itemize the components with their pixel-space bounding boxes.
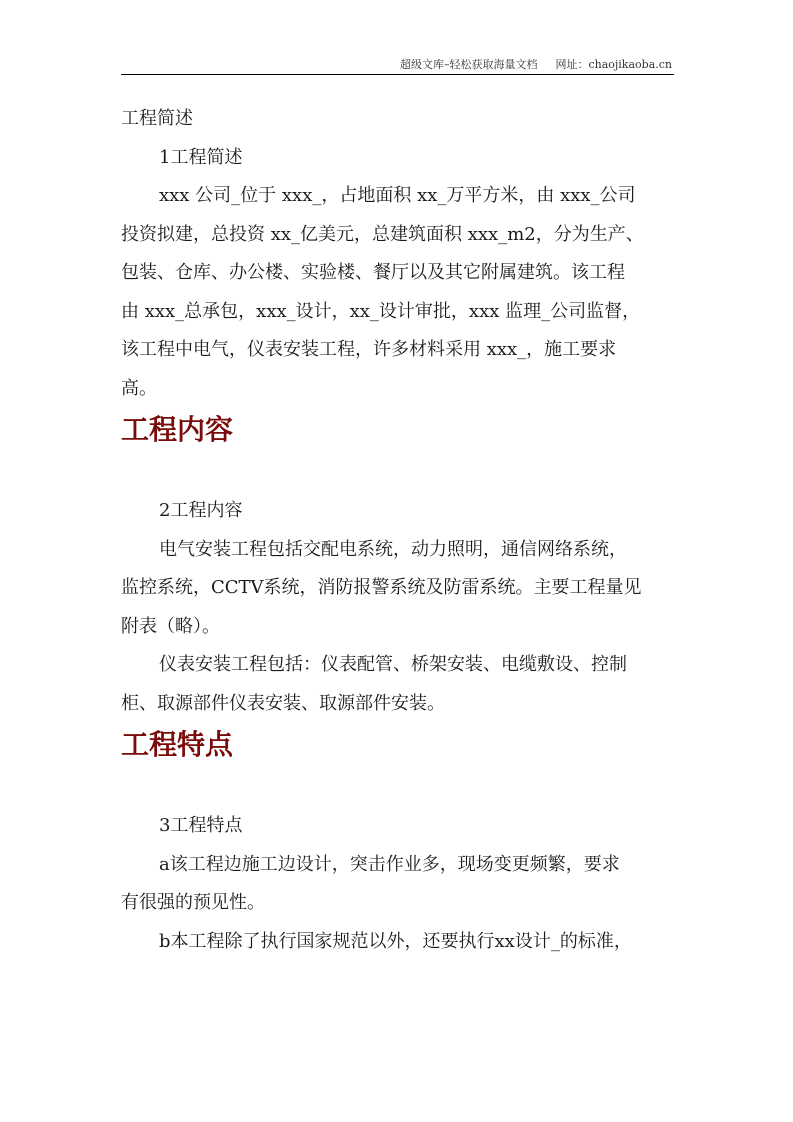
- section-2-paragraph-2: [121, 646, 674, 723]
- paragraph-line: 附表（略）。: [121, 615, 220, 637]
- paragraph-line: 有很强的预见性。: [121, 892, 265, 913]
- paragraph-line: 柜、取源部件仪表安装、取源部件安装。: [121, 692, 445, 714]
- section-3-paragraph-2: [121, 923, 674, 962]
- paragraph-line: a该工程边施工边设计，突击作业多，现场变更频繁，要求: [159, 853, 620, 875]
- paragraph-line: 投资拟建，总投资 xx_亿美元，总建筑面积 xxx_m2，分为生产、: [121, 223, 644, 245]
- section-2-paragraph-1: [121, 531, 674, 647]
- section-1-subheading: 1工程简述: [159, 146, 243, 168]
- header-site-name: 超级文库–轻松获取海量文档: [399, 58, 538, 71]
- page-header: [400, 56, 672, 72]
- document-body: [121, 100, 674, 961]
- paragraph-line: 由 xxx_总承包，xxx_设计，xx_设计审批，xxx 监理_公司监督，: [121, 300, 641, 322]
- paragraph-line: 该工程中电气，仪表安装工程，许多材料采用 xxx_，施工要求: [121, 339, 617, 360]
- paragraph-line: 监控系统，CCTV系统，消防报警系统及防雷系统。主要工程量见: [121, 577, 642, 598]
- section-spacer: [121, 452, 674, 492]
- paragraph-line: 高。: [121, 377, 157, 399]
- section-3-subheading: 3工程特点: [159, 815, 243, 836]
- section-1-paragraph-1: [121, 177, 674, 408]
- section-3-heading: 工程特点: [121, 728, 234, 761]
- section-2-heading: 工程内容: [121, 413, 234, 446]
- paragraph-line: 电气安装工程包括交配电系统，动力照明，通信网络系统，: [159, 538, 627, 560]
- section-2-subheading: 2工程内容: [159, 500, 243, 521]
- paragraph-line: 包装、仓库、办公楼、实验楼、餐厅以及其它附属建筑。该工程: [121, 262, 625, 283]
- paragraph-line: 仪表安装工程包括：仪表配管、桥架安装、电缆敷设、控制: [159, 654, 627, 675]
- section-3-paragraph-1: [121, 846, 674, 923]
- header-divider: [121, 74, 674, 75]
- section-spacer: [121, 767, 674, 807]
- paragraph-line: xxx 公司_位于 xxx_，占地面积 xx_万平方米，由 xxx_公司: [159, 185, 636, 206]
- paragraph-line: b本工程除了执行国家规范以外，还要执行xx设计_的标准，: [159, 930, 632, 952]
- document-title: 工程简述: [121, 108, 193, 129]
- header-url: 网址：chaojikaoba.cn: [555, 58, 672, 71]
